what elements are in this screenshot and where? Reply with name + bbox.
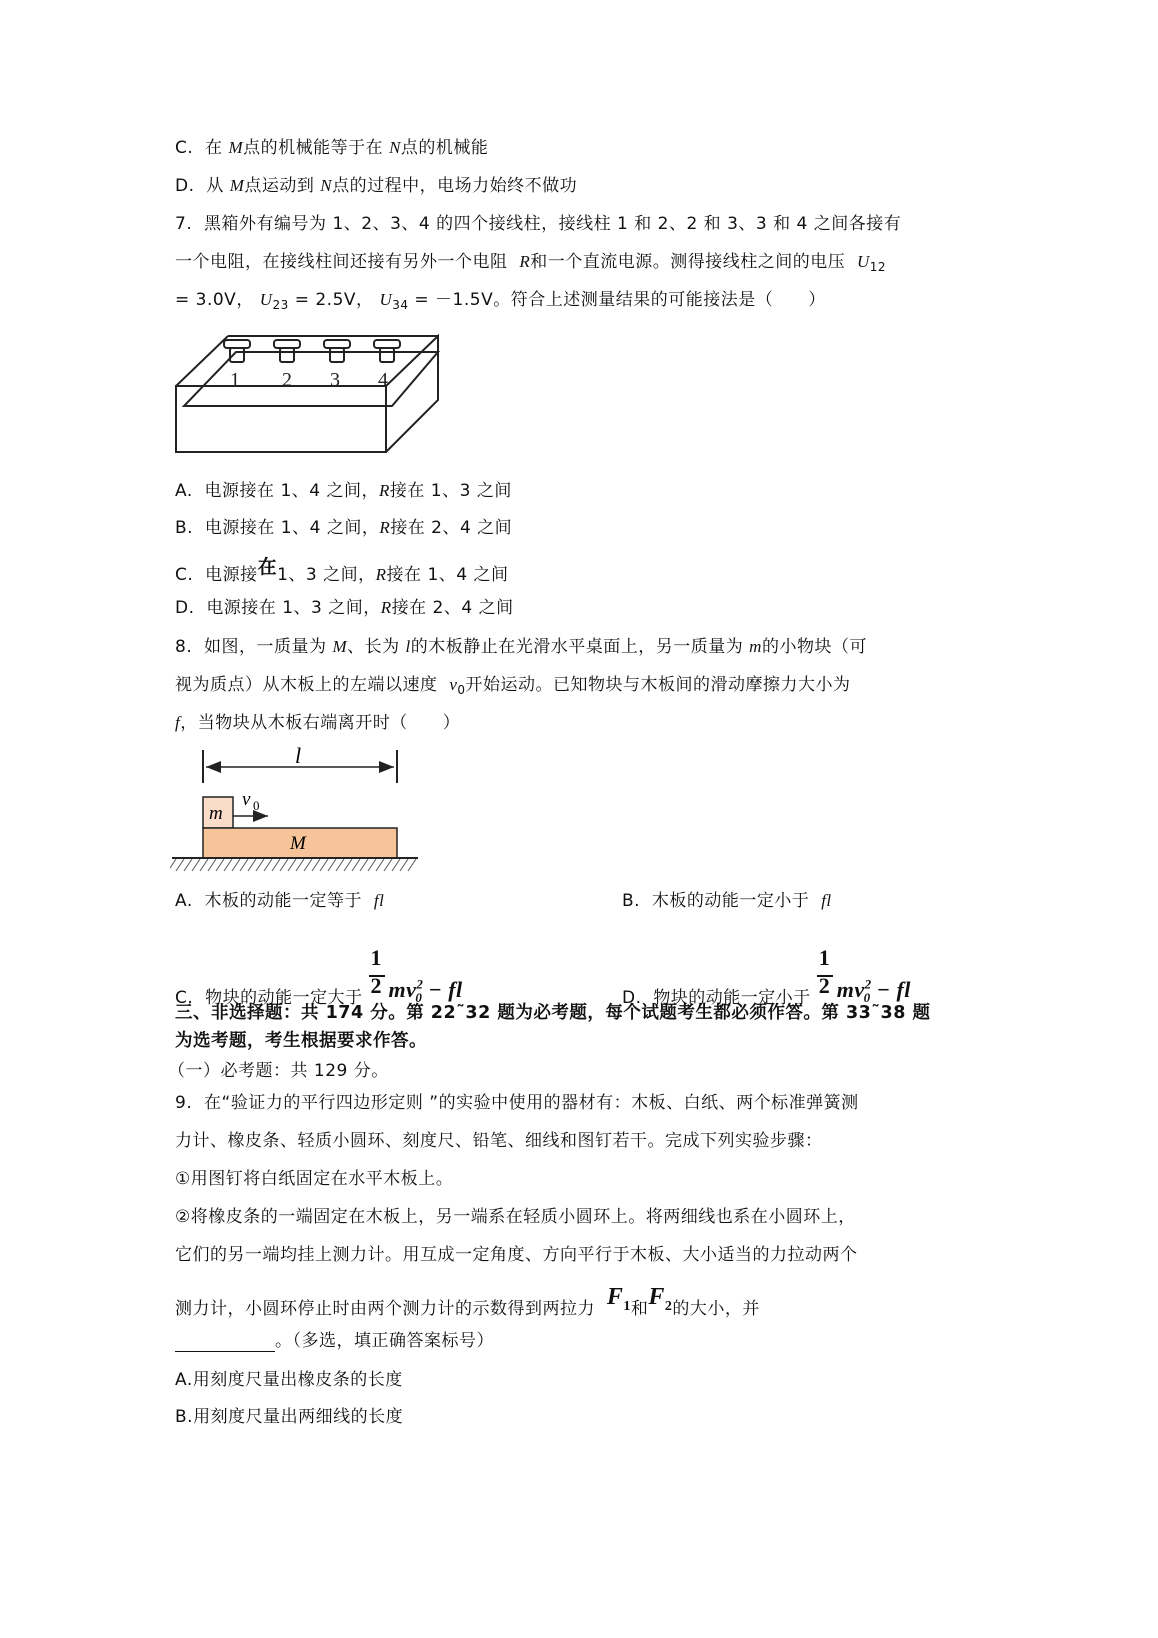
board-label: M [290, 833, 306, 854]
option-label: C. [175, 565, 194, 585]
var-f: f [175, 713, 181, 732]
option-text: 1、3 之间， [277, 565, 376, 585]
option-label: B. [622, 891, 641, 911]
stem-text: = 2.5V， [294, 290, 374, 310]
table-hatching [170, 859, 416, 871]
option-label: D. [175, 176, 195, 196]
hatch-line [200, 859, 208, 871]
hatch-line [320, 859, 328, 871]
stem-text: 和一个直流电源。测得接线柱之间的电压 [530, 252, 846, 272]
expr-minus-fl: − fl [870, 977, 911, 1002]
var-f: F [648, 1284, 665, 1310]
q7-stem-line3 [175, 289, 826, 316]
hatch-line [312, 859, 320, 871]
hatch-line [216, 859, 224, 871]
q6-option-d [175, 175, 577, 197]
option-text: 物块的动能一定小于 [653, 988, 811, 1008]
option-text: 接在 1、3 之间 [389, 481, 512, 501]
stem-text: 。（多选，填正确答案标号） [275, 1331, 494, 1351]
answer-blank[interactable] [175, 1335, 275, 1352]
subscript: 2 [664, 1298, 673, 1314]
hatch-line [392, 859, 400, 871]
stem-text: 在“验证力的平行四边形定则 ”的实验中使用的器材有：木板、白纸、两个标准弹簧测 [204, 1093, 859, 1113]
hatch-line [384, 859, 392, 871]
q9-option-b: B.用刻度尺量出两细线的长度 [175, 1407, 404, 1427]
hatch-line [400, 859, 408, 871]
option-text: 在 [205, 138, 223, 158]
question-number: 9. [175, 1093, 193, 1113]
q9-step2-line3 [175, 1284, 760, 1328]
q9-answer-line [175, 1330, 494, 1352]
var-r: R [519, 252, 531, 271]
q9-option-a: A.用刻度尺量出橡皮条的长度 [175, 1370, 403, 1390]
stem-text: 的大小，并 [672, 1299, 760, 1319]
hatch-line [360, 859, 368, 871]
option-text: 电源接在 1、4 之间， [204, 481, 379, 501]
var-u: U [259, 290, 273, 309]
terminal-label: 4 [378, 369, 388, 391]
option-label: D. [175, 598, 195, 618]
box-edge [176, 336, 228, 386]
numerator: 1 [370, 945, 382, 970]
question-number: 8. [175, 637, 193, 657]
expr-mv: mv [388, 977, 417, 1002]
option-text: 电源接在 1、4 之间， [204, 518, 380, 538]
q6-option-c [175, 137, 488, 159]
option-text: 电源接在 1、3 之间， [206, 598, 381, 618]
option-text: 点的机械能等于在 [243, 138, 384, 158]
hatch-line [232, 859, 240, 871]
option-text: 物块的动能一定大于 [205, 988, 363, 1008]
option-label: D. [622, 988, 642, 1008]
option-label: A. [175, 481, 193, 501]
var-m-upper: M [332, 637, 348, 656]
stem-text: 、长为 [347, 637, 400, 657]
subsection-heading: （一）必考题：共 129 分。 [168, 1061, 389, 1081]
q7-option-b [175, 517, 512, 539]
option-text: 接在 2、4 之间 [390, 518, 513, 538]
superscript: 2 [416, 976, 424, 992]
option-text: 从 [206, 176, 224, 196]
hatch-line [296, 859, 304, 871]
subscript: 12 [869, 260, 887, 274]
option-text: 木板的动能一定等于 [204, 891, 363, 911]
var-r: R [375, 565, 387, 584]
var-u: U [857, 252, 870, 271]
stem-text: 一个电阻，在接线柱间还接有另外一个电阻 [175, 252, 508, 272]
q7-option-d [175, 597, 514, 619]
var-l: l [405, 637, 411, 656]
subscript: 1 [623, 1298, 631, 1314]
hatch-line [272, 859, 280, 871]
q9-step1: ①用图钉将白纸固定在水平木板上。 [175, 1169, 454, 1189]
var-r: R [379, 481, 390, 500]
hatch-line [288, 859, 296, 871]
var-n: N [320, 176, 333, 195]
q7-stem-line1 [175, 213, 901, 235]
superscript: 2 [864, 976, 872, 992]
stem-text: 黑箱外有编号为 1、2、3、4 的四个接线柱，接线柱 1 和 2、2 和 3、3 和 4 之间各接有 [204, 214, 902, 234]
terminal-label: 3 [330, 369, 340, 391]
q9-stem-line2: 力计、橡皮条、轻质小圆环、刻度尺、铅笔、细线和图钉若干。完成下列实验步骤： [175, 1131, 823, 1151]
hatch-line [304, 859, 312, 871]
section-heading-line2: 为选考题，考生根据要求作答。 [175, 1031, 427, 1051]
subscript: 23 [272, 298, 289, 312]
option-label: C. [175, 988, 194, 1008]
hatch-line [170, 859, 176, 871]
var-m: M [228, 138, 244, 157]
subscript: 0 [415, 990, 423, 1006]
q7-option-c [175, 556, 509, 586]
q8-stem-line1 [175, 636, 867, 658]
var-u: U [379, 290, 393, 309]
hatch-line [184, 859, 192, 871]
stem-text: = 3.0V， [175, 290, 254, 310]
hatch-line [248, 859, 256, 871]
hatch-line [256, 859, 264, 871]
expr-mv: mv [836, 977, 865, 1002]
q7-option-a [175, 480, 512, 502]
hatch-line [328, 859, 336, 871]
var-m-lower: m [749, 637, 762, 656]
hatch-line [336, 859, 344, 871]
velocity-label: v [242, 789, 251, 810]
black-box-figure [170, 330, 450, 460]
velocity-subscript: 0 [253, 798, 260, 813]
hatch-line [344, 859, 352, 871]
expr-fl: fl [373, 891, 385, 910]
q7-stem-line2 [175, 251, 886, 278]
q8-option-a [175, 890, 384, 912]
stem-text: 如图，一质量为 [204, 637, 327, 657]
expr-fl: fl [821, 891, 832, 910]
option-label: C. [175, 138, 194, 158]
denominator: 2 [370, 973, 382, 998]
var-n: N [389, 138, 401, 157]
stem-text: 视为质点）从木板上的左端以速度 [175, 675, 438, 695]
subscript: 34 [392, 298, 409, 312]
option-text: 接在 2、4 之间 [391, 598, 514, 618]
hatch-line [376, 859, 384, 871]
length-label: l [295, 745, 302, 768]
hatch-line [352, 859, 360, 871]
hatch-line [264, 859, 272, 871]
var-m: M [229, 176, 245, 195]
terminal-label: 2 [282, 369, 292, 391]
option-text: 点的机械能 [400, 138, 489, 158]
option-text: 木板的动能一定小于 [651, 891, 810, 911]
hatch-line [408, 859, 416, 871]
block-label: m [209, 803, 223, 824]
stem-text: 的木板静止在光滑水平桌面上，另一质量为 [410, 637, 744, 657]
force-f1 [606, 1284, 631, 1314]
q8-option-b [622, 890, 832, 912]
terminal-label: 1 [230, 369, 240, 391]
hatch-line [240, 859, 248, 871]
stem-text: ，当物块从木板右端离开时（ ） [180, 713, 461, 733]
var-r: R [379, 518, 391, 537]
q9-stem-line1 [175, 1092, 859, 1114]
denominator: 2 [818, 973, 831, 998]
stem-text: 和 [630, 1299, 649, 1319]
subscript: 0 [457, 683, 466, 697]
hatch-line [280, 859, 288, 871]
hatch-line [224, 859, 232, 871]
hatch-line [176, 859, 184, 871]
var-v: v [449, 675, 458, 694]
var-r: R [380, 598, 392, 617]
expr-minus-fl: − fl [422, 977, 463, 1002]
board-block-figure [170, 745, 430, 875]
subscript: 0 [863, 990, 871, 1006]
numerator: 1 [818, 945, 831, 970]
option-text: 接在 1、4 之间 [386, 565, 509, 585]
hatch-line [192, 859, 200, 871]
option-label: B. [175, 518, 194, 538]
stem-text: 开始运动。已知物块与木板间的滑动摩擦力大小为 [465, 675, 851, 695]
var-f: F [606, 1284, 624, 1310]
box-top-face [184, 352, 438, 406]
stem-text: = －1.5V。符合上述测量结果的可能接法是（ ） [414, 290, 826, 310]
option-text: 在 [257, 556, 278, 578]
option-label: A. [175, 891, 193, 911]
hatch-line [368, 859, 376, 871]
option-text: 点运动到 [244, 176, 315, 196]
force-f2 [648, 1284, 673, 1314]
box-front-face [176, 386, 386, 452]
q9-step2-line1: ②将橡皮条的一端固定在木板上，另一端系在轻质小圆环上。将两细线也系在小圆环上， [175, 1207, 856, 1227]
question-number: 7. [175, 214, 193, 234]
option-text: 点的过程中，电场力始终不做功 [332, 176, 578, 196]
hatch-line [208, 859, 216, 871]
stem-text: 测力计，小圆环停止时由两个测力计的示数得到两拉力 [175, 1299, 595, 1319]
section-heading-line1: 三、非选择题：共 174 分。第 22˜32 题为必考题，每个试题考生都必须作答。第 33˜38 题 [175, 1003, 931, 1023]
stem-text: 的小物块（可 [761, 637, 867, 657]
q9-step2-line2: 它们的另一端均挂上测力计。用互成一定角度、方向平行于木板、大小适当的力拉动两个 [175, 1245, 858, 1265]
option-text: 电源接 [205, 565, 258, 585]
q8-stem-line2 [175, 674, 851, 701]
q8-stem-line3 [175, 712, 460, 734]
